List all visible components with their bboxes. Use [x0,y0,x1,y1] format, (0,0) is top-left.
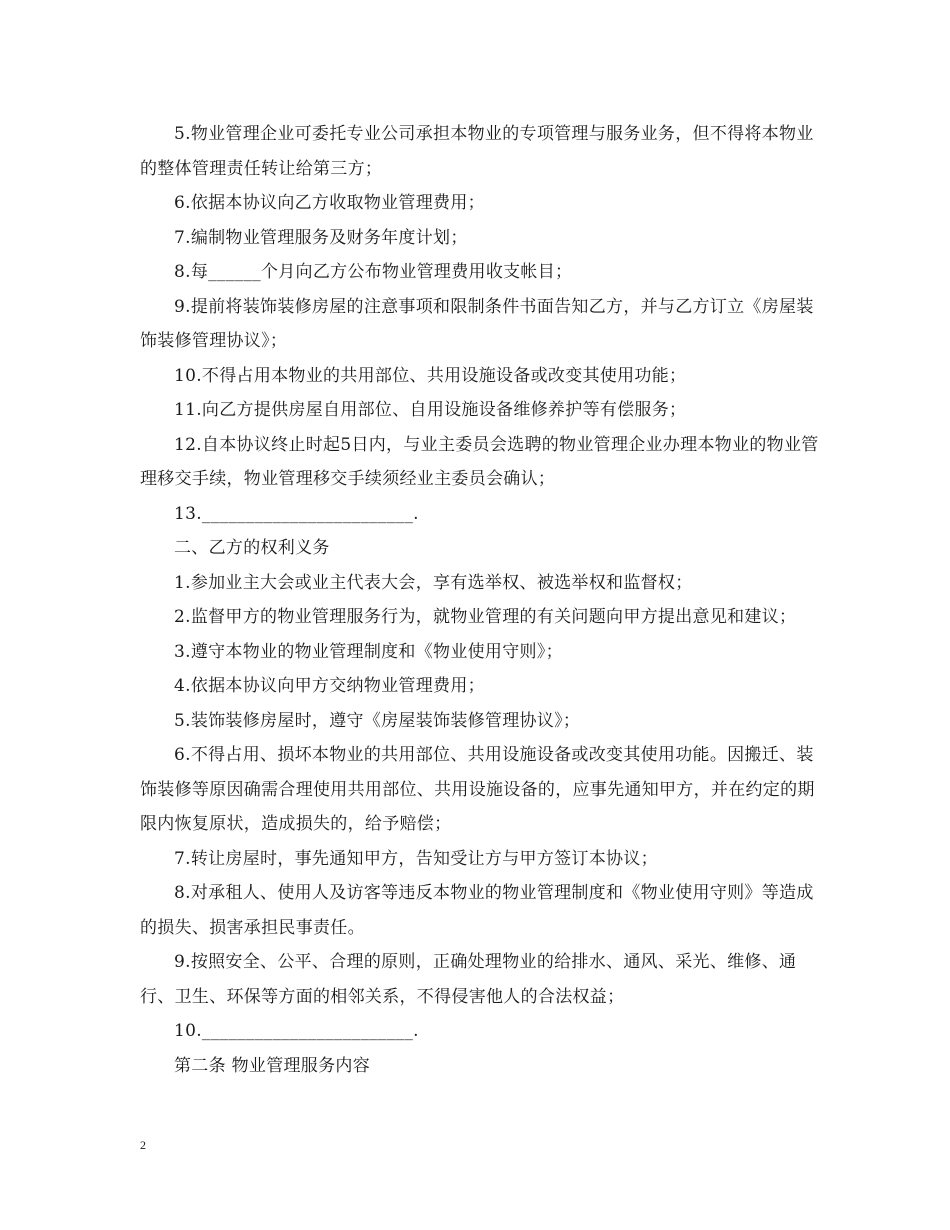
paragraph-b-item-8: 8.对承租人、使用人及访客等违反本物业的物业管理制度和《物业使用守则》等造成的损失、损害承担民事责任。 [140,883,814,938]
paragraph-item-7: 7.编制物业管理服务及财务年度计划； [174,227,468,248]
paragraph-b-item-1: 1.参加业主大会或业主代表大会，享有选举权、被选举权和监督权； [174,572,693,593]
article-heading-two: 第二条 物业管理服务内容 [174,1055,371,1076]
paragraph-item-9: 9.提前将装饰装修房屋的注意事项和限制条件书面告知乙方，并与乙方订立《房屋装饰装修管理协议》； [140,296,814,351]
paragraph-item-11: 11.向乙方提供房屋自用部位、自用设施设备维修养护等有偿服务； [174,400,687,420]
document-body [140,117,828,1083]
page-number: 2 [140,1138,146,1152]
paragraph-item-8: 8.每______个月向乙方公布物业管理费用收支帐目； [174,262,573,282]
paragraph-b-item-3: 3.遵守本物业的物业管理制度和《物业使用守则》； [174,641,563,662]
paragraph-item-6: 6.依据本协议向乙方收取物业管理费用； [174,193,485,213]
paragraph-b-item-6: 6.不得占用、损坏本物业的共用部位、共用设施设备或改变其使用功能。因搬迁、装饰装修等原因确需合理使用共用部位、共用设施设备的，应事先通知甲方，并在约定的期限内恢复原状，造成损失的，给予赔偿； [140,745,815,834]
paragraph-item-10: 10.不得占用本物业的共用部位、共用设施设备或改变其使用功能； [174,365,687,386]
paragraph-b-item-2: 2.监督甲方的物业管理服务行为，就物业管理的有关问题向甲方提出意见和建议； [174,607,797,627]
paragraph-item-12: 12.自本协议终止时起5日内，与业主委员会选聘的物业管理企业办理本物业的物业管理移交手续，物业管理移交手续须经业主委员会确认； [140,434,819,489]
paragraph-b-item-9: 9.按照安全、公平、合理的原则，正确处理物业的给排水、通风、采光、维修、通行、卫生、环保等方面的相邻关系，不得侵害他人的合法权益； [140,952,797,1007]
paragraph-item-13: 13.________________________. [174,503,419,524]
paragraph-b-item-5: 5.装饰装修房屋时，遵守《房屋装饰装修管理协议》； [174,710,581,731]
paragraph-b-item-4: 4.依据本协议向甲方交纳物业管理费用； [174,676,485,696]
paragraph-item-5: 5.物业管理企业可委托专业公司承担本物业的专项管理与服务业务，但不得将本物业的整体管理责任转让给第三方； [140,124,814,179]
paragraph-b-item-10: 10.________________________. [174,1021,419,1041]
section-heading-party-b: 二、乙方的权利义务 [174,538,330,558]
paragraph-b-item-7: 7.转让房屋时，事先通知甲方，告知受让方与甲方签订本协议； [174,848,658,869]
